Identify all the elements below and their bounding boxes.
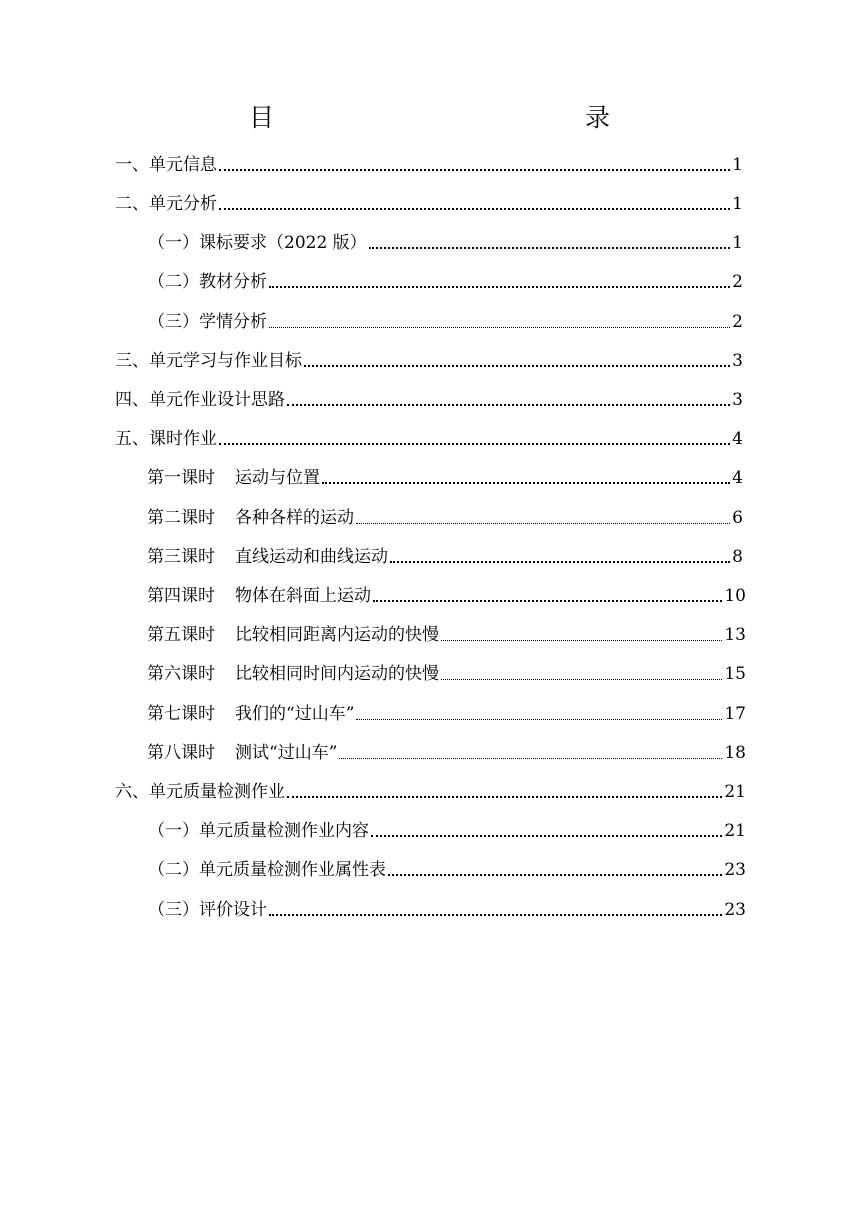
toc-entry[interactable]: [115, 780, 746, 804]
toc-entry-page: 10: [724, 586, 746, 606]
toc-entry-lesson: 第五课时: [147, 625, 215, 645]
dot-leader: [356, 719, 722, 720]
toc-entry[interactable]: [147, 545, 743, 569]
toc-entry-label: （二）单元质量检测作业属性表: [148, 860, 386, 880]
toc-entry[interactable]: [147, 623, 746, 647]
toc-entry-page: 17: [724, 704, 746, 724]
toc-entry-label: 一、单元信息: [115, 155, 217, 175]
toc-entry-label: （二）教材分析: [148, 272, 267, 292]
dot-leader: [269, 914, 722, 916]
toc-entry-page: 18: [724, 743, 746, 763]
toc-entry[interactable]: [115, 349, 743, 373]
toc-entry-page: 4: [732, 468, 743, 488]
dot-leader: [371, 835, 722, 837]
toc-entry[interactable]: [148, 310, 743, 334]
toc-entry-page: 1: [732, 194, 743, 214]
toc-entry[interactable]: [148, 231, 743, 255]
toc-entry-page: 21: [724, 821, 746, 841]
dot-leader: [219, 208, 730, 210]
dot-leader: [269, 327, 730, 328]
toc-entry-lesson: 第四课时: [147, 586, 215, 606]
toc-entry-label: （一）单元质量检测作业内容: [148, 821, 369, 841]
toc-entry-label: 三、单元学习与作业目标: [115, 351, 302, 371]
toc-entry-label: 运动与位置: [235, 468, 320, 488]
toc-entry-page: 15: [724, 664, 746, 684]
dot-leader: [219, 443, 730, 445]
dot-leader: [269, 286, 730, 288]
toc-entry-lesson: 第一课时: [147, 468, 215, 488]
toc-entry-label: 各种各样的运动: [235, 508, 354, 528]
toc-entry[interactable]: [148, 858, 746, 882]
toc-entry-page: 2: [732, 272, 743, 292]
toc-entry-label: 比较相同时间内运动的快慢: [235, 664, 439, 684]
toc-entry-label: 比较相同距离内运动的快慢: [235, 625, 439, 645]
toc-entry-label: 测试“过山车”: [235, 743, 338, 763]
toc-entry-label: 五、课时作业: [115, 429, 217, 449]
toc-entry[interactable]: [115, 192, 743, 216]
toc-title: [0, 100, 860, 136]
toc-entry-page: 3: [732, 390, 743, 410]
dot-leader: [390, 561, 730, 563]
toc-entry[interactable]: [148, 819, 746, 843]
dot-leader: [373, 600, 722, 602]
toc-entry-lesson: 第二课时: [147, 508, 215, 528]
toc-entry[interactable]: [115, 427, 743, 451]
toc-entry[interactable]: [147, 506, 743, 530]
toc-entry-page: 1: [732, 155, 743, 175]
dot-leader: [356, 523, 730, 524]
toc-entry-page: 13: [724, 625, 746, 645]
toc-entry-label: 四、单元作业设计思路: [115, 390, 285, 410]
dot-leader: [287, 796, 722, 798]
toc-entry[interactable]: [148, 898, 746, 922]
toc-entry[interactable]: [147, 466, 743, 490]
dot-leader: [322, 482, 730, 484]
dot-leader: [304, 365, 730, 367]
toc-entry-lesson: 第七课时: [147, 704, 215, 724]
toc-entry-label: 二、单元分析: [115, 194, 217, 214]
toc-entry-page: 1: [732, 233, 743, 253]
dot-leader: [441, 679, 722, 680]
toc-entry[interactable]: [115, 388, 743, 412]
toc-title-right: 录: [585, 103, 611, 132]
toc-entry-page: 8: [732, 547, 743, 567]
toc-title-left: 目: [249, 103, 275, 132]
dot-leader: [388, 874, 722, 876]
toc-entry-page: 21: [724, 782, 746, 802]
dot-leader: [441, 640, 722, 641]
toc-entry[interactable]: [147, 584, 746, 608]
toc-entry-lesson: 第六课时: [147, 664, 215, 684]
dot-leader: [369, 247, 731, 249]
toc-entry[interactable]: [148, 270, 743, 294]
dot-leader: [287, 404, 730, 406]
dot-leader: [339, 758, 722, 759]
toc-entry[interactable]: [147, 702, 746, 726]
toc-entry-page: 2: [732, 312, 743, 332]
toc-entry-label: 直线运动和曲线运动: [235, 547, 388, 567]
toc-entry-page: 6: [732, 508, 743, 528]
toc-entry[interactable]: [147, 741, 746, 765]
toc-entry-label: 物体在斜面上运动: [235, 586, 371, 606]
toc-entry-label: （三）评价设计: [148, 900, 267, 920]
toc-entry-page: 23: [724, 900, 746, 920]
toc-entry-page: 23: [724, 860, 746, 880]
toc-entry-label: 我们的“过山车”: [235, 704, 355, 724]
toc-entry-lesson: 第三课时: [147, 547, 215, 567]
toc-entry-label: （三）学情分析: [148, 312, 267, 332]
toc-entry-lesson: 第八课时: [147, 743, 215, 763]
toc-entry[interactable]: [147, 662, 746, 686]
toc-entry-page: 4: [732, 429, 743, 449]
toc-entry-label: 六、单元质量检测作业: [115, 782, 285, 802]
toc-entry-label: （一）课标要求（2022 版）: [148, 233, 367, 253]
dot-leader: [219, 169, 730, 171]
toc-entry-page: 3: [732, 351, 743, 371]
toc-entry[interactable]: [115, 153, 743, 177]
